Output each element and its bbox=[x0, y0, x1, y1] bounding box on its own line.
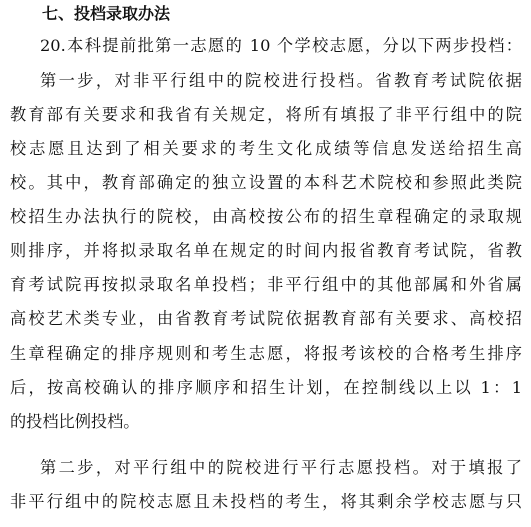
paragraph-line: 校志愿且达到了相关要求的考生文化成绩等信息发送给招生高 bbox=[10, 139, 522, 158]
paragraph-line: 第一步，对非平行组中的院校进行投档。省教育考试院依据 bbox=[40, 71, 522, 90]
paragraph-line: 育考试院再按拟录取名单投档；非平行组中的其他部属和外省属 bbox=[10, 275, 522, 294]
paragraph-line: 高校艺术类专业，由省教育考试院依据教育部有关要求、高校招 bbox=[10, 309, 522, 328]
paragraph-line: 生章程确定的排序规则和考生志愿，将报考该校的合格考生排序 bbox=[10, 344, 522, 363]
paragraph-line: 校招生办法执行的院校，由高校按公布的招生章程确定的录取规 bbox=[10, 207, 522, 226]
paragraph-line: 则排序，并将拟录取名单在规定的时间内报省教育考试院，省教 bbox=[10, 241, 522, 260]
section-heading: 七、投档录取办法 bbox=[42, 4, 171, 23]
paragraph-line: 后，按高校确认的排序顺序和招生计划，在控制线以上以 1：1 bbox=[10, 378, 522, 397]
paragraph-line: 20.本科提前批第一志愿的 10 个学校志愿，分以下两步投档： bbox=[40, 36, 522, 55]
paragraph-line: 非平行组中的院校志愿且未投档的考生，将其剩余学校志愿与只 bbox=[10, 492, 522, 511]
paragraph-line: 的投档比例投档。 bbox=[10, 412, 140, 431]
paragraph-line: 第二步，对平行组中的院校进行平行志愿投档。对于填报了 bbox=[40, 458, 522, 477]
paragraph-line: 教育部有关要求和我省有关规定，将所有填报了非平行组中的院 bbox=[10, 105, 522, 124]
paragraph-line: 校。其中，教育部确定的独立设置的本科艺术院校和参照此类院 bbox=[10, 173, 522, 192]
